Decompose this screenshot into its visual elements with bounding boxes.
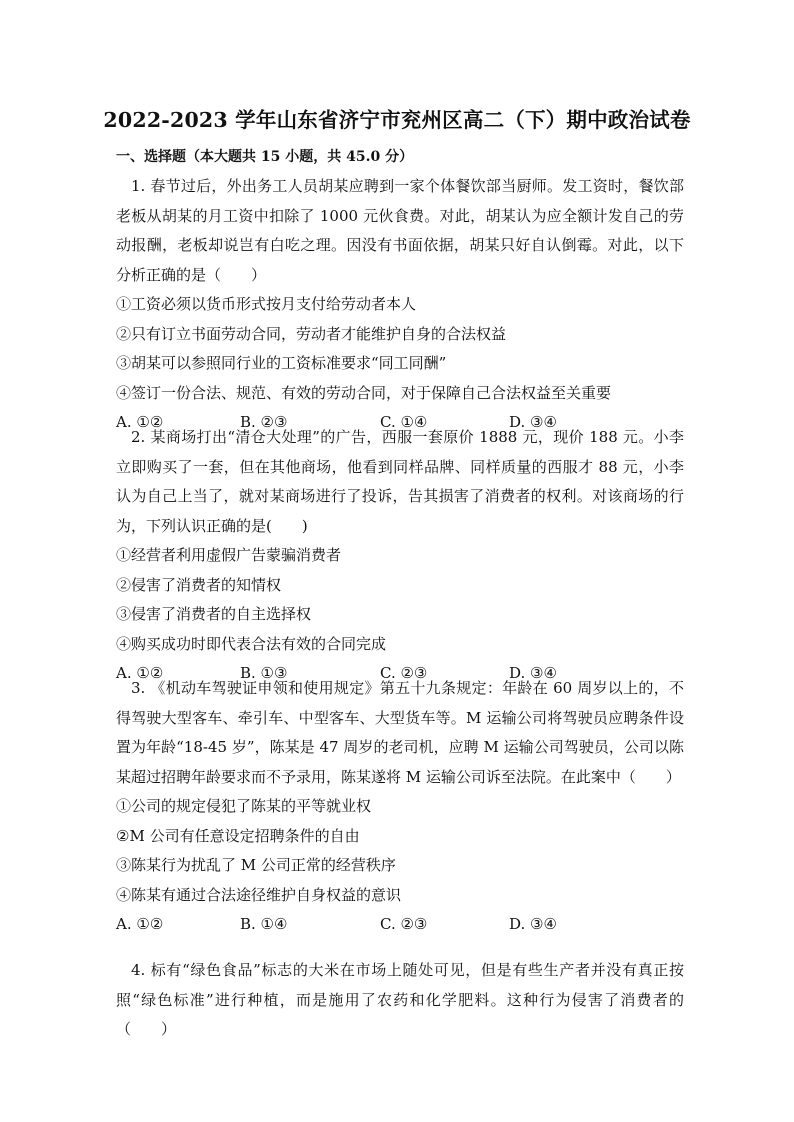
choice-a: A. ①② (116, 413, 164, 431)
statement-item: ②只有订立书面劳动合同，劳动者才能维护自身的合法权益 (116, 324, 507, 343)
statement-item: ③陈某行为扰乱了 M 公司正常的经营秩序 (116, 856, 396, 874)
statement-item: ①公司的规定侵犯了陈某的平等就业权 (116, 797, 372, 815)
question-stem: 4. 标有“绿色食品”标志的大米在市场上随处可见，但是有些生产者并没有真正按照“绿色标准”进行种植，而是施用了农药和化学肥料。这种行为侵害了消费者的（ ） (116, 961, 684, 1038)
choice-d: D. ③④ (509, 664, 557, 682)
statement-item: ③侵害了消费者的自主选择权 (116, 605, 312, 623)
question-4 (116, 956, 684, 1045)
question-stem: 2. 某商场打出“清仓大处理”的广告，西服一套原价 1888 元，现价 188 元。小李立即购买了一套，但在其他商场，他看到同样品牌、同样质量的西服才 88 元，小李认为自己上当了，就对某商场进行了投诉，告其损害了消费者的权利。对该商场的行为，下列认识正确的是( ) (116, 428, 684, 535)
choice-d: D. ③④ (509, 915, 557, 933)
statement-item: ④购买成功时即代表合法有效的合同完成 (116, 634, 387, 653)
statement-item: ①经营者利用虚假广告蒙骗消费者 (116, 546, 342, 564)
statement-item: ④签订一份合法、规范、有效的劳动合同，对于保障自己合法权益至关重要 (116, 383, 612, 402)
section-heading: 一、选择题（本大题共 15 小题，共 45.0 分） (116, 149, 414, 165)
statement-item: ③胡某可以参照同行业的工资标准要求“同工同酬” (116, 354, 447, 372)
answer-choices (116, 910, 684, 940)
statement-item: ④陈某有通过合法途径维护自身权益的意识 (116, 885, 402, 904)
question-stem: 1. 春节过后，外出务工人员胡某应聘到一家个体餐饮部当厨师。发工资时，餐饮部老板从胡某的月工资中扣除了 1000 元伙食费。对此，胡某认为应全额计发自己的劳动报酬，老板却说岂有白吃之理。因没有书面依据，胡某只好自认倒霉。对此，以下分析正确的是（ ） (116, 177, 684, 284)
question-stem: 3. 《机动车驾驶证申领和使用规定》第五十九条规定：年龄在 60 周岁以上的，不得驾驶大型客车、牵引车、中型客车、大型货车等。M 运输公司将驾驶员应聘条件设置为年龄“18-45 岁”，陈某是 47 周岁的老司机，应聘 M 运输公司驾驶员，公司以陈某超过招聘年龄要求而不予录用，陈某遂将 M 运输公司诉至法院。在此案中（ ） (116, 679, 684, 786)
question-1 (116, 172, 684, 438)
choice-a: A. ①② (116, 664, 164, 682)
choice-c: C. ②③ (380, 664, 428, 682)
choice-b: B. ①③ (240, 664, 288, 682)
statement-item: ①工资必须以货币形式按月支付给劳动者本人 (116, 295, 417, 313)
question-2 (116, 423, 684, 689)
page-title: 2022-2023 学年山东省济宁市兖州区高二（下）期中政治试卷 (103, 108, 691, 132)
choice-b: B. ①④ (240, 915, 288, 933)
choice-c: C. ②③ (380, 915, 428, 933)
choice-a: A. ①② (116, 915, 164, 933)
statement-item: ②M 公司有任意设定招聘条件的自由 (116, 826, 360, 845)
choice-b: B. ②③ (240, 413, 288, 431)
statement-item: ②侵害了消费者的知情权 (116, 575, 282, 594)
choice-c: C. ①④ (380, 413, 428, 431)
choice-d: D. ③④ (509, 413, 557, 431)
question-3 (116, 674, 684, 940)
